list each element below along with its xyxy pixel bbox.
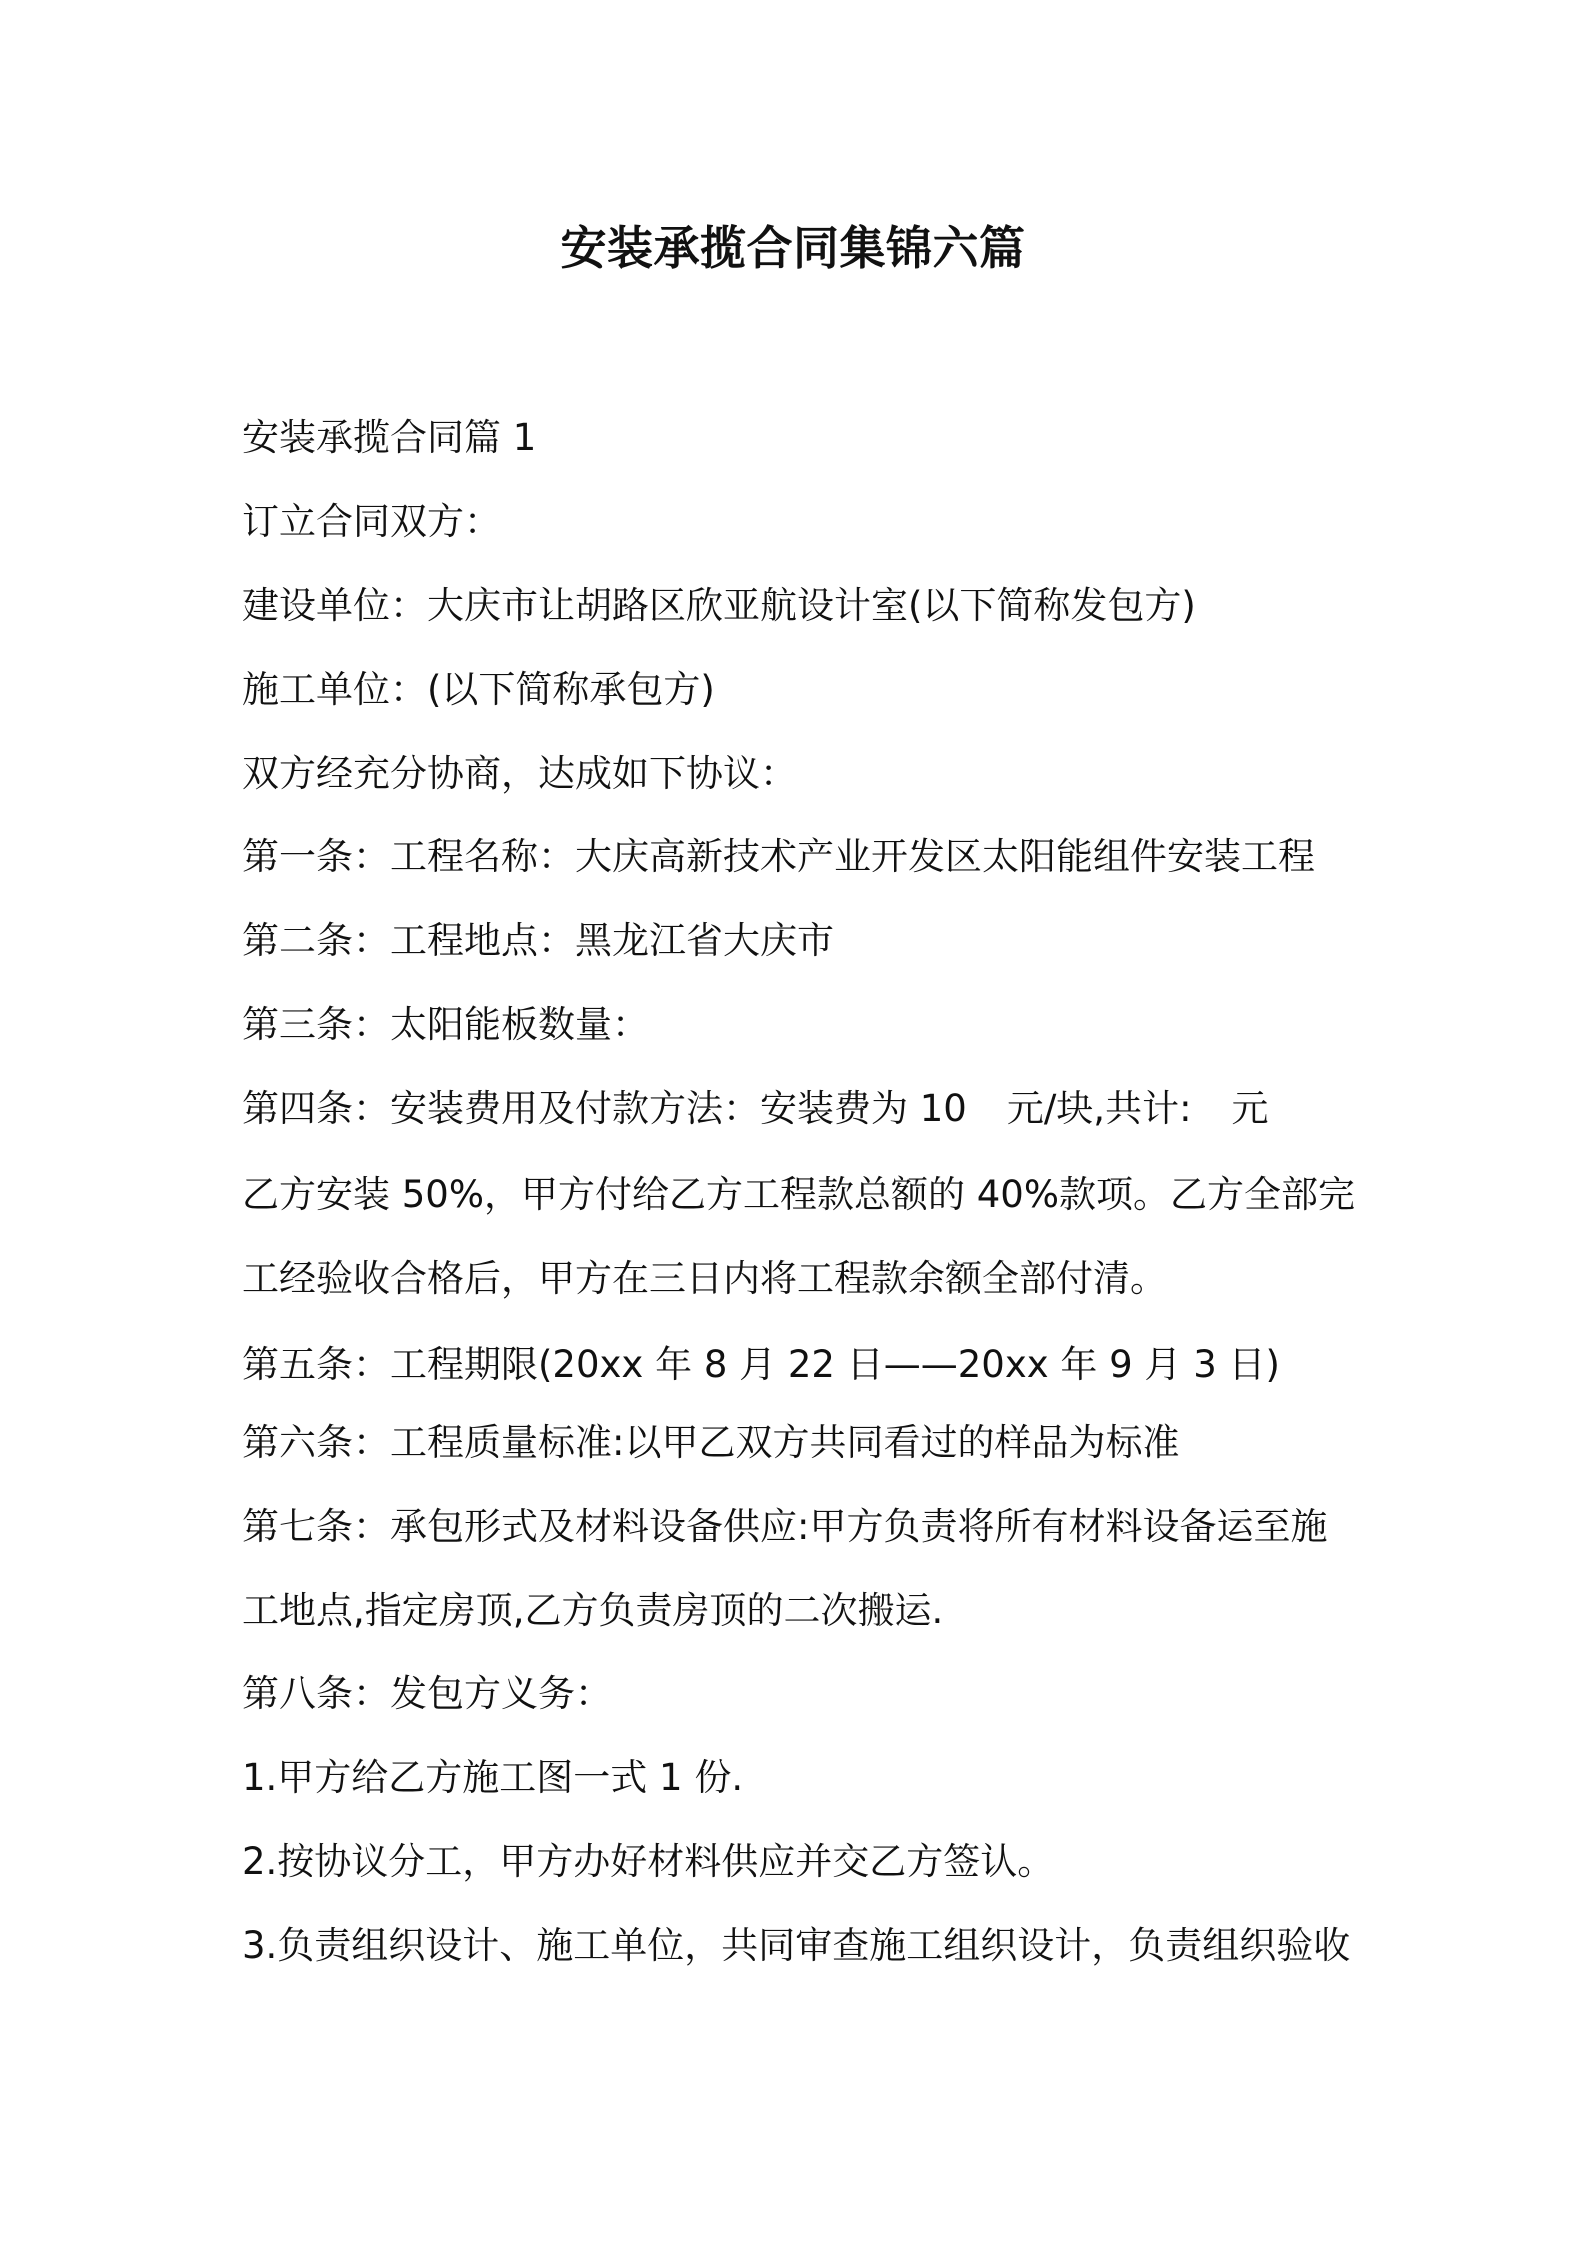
article-4 xyxy=(242,1084,1269,1134)
duty-3: 3.负责组织设计、施工单位，共同审查施工组织设计，负责组织验收 xyxy=(242,1924,1351,1967)
document-title: 安装承揽合同集锦六篇 xyxy=(560,221,1026,275)
article-4-prefix: 第四条：安装费用及付款方法：安装费为 10 xyxy=(242,1087,967,1130)
article-2: 第二条：工程地点：黑龙江省大庆市 xyxy=(242,919,834,962)
article-7-line-2: 工地点,指定房顶,乙方负责房顶的二次搬运. xyxy=(242,1589,944,1632)
article-4-middle: 元/块,共计: xyxy=(1006,1087,1192,1130)
article-7-line-1: 第七条：承包形式及材料设备供应:甲方负责将所有材料设备运至施 xyxy=(242,1505,1328,1548)
article-8: 第八条：发包方义务： xyxy=(242,1672,612,1715)
article-3: 第三条：太阳能板数量： xyxy=(242,1003,649,1046)
article-4-suffix: 元 xyxy=(1231,1087,1269,1130)
duty-2: 2.按协议分工，甲方办好材料供应并交乙方签认。 xyxy=(242,1840,1055,1883)
article-4-payment-line-2: 工经验收合格后，甲方在三日内将工程款余额全部付清。 xyxy=(242,1257,1167,1300)
article-6: 第六条：工程质量标准:以甲乙双方共同看过的样品为标准 xyxy=(242,1421,1180,1464)
section-heading: 安装承揽合同篇 1 xyxy=(242,416,537,459)
article-4-payment-line-1: 乙方安装 50%，甲方付给乙方工程款总额的 40%款项。乙方全部完 xyxy=(242,1173,1355,1216)
contractor-party: 施工单位：(以下简称承包方) xyxy=(242,668,715,711)
parties-intro: 订立合同双方： xyxy=(242,500,501,543)
article-5: 第五条：工程期限(20xx 年 8 月 22 日——20xx 年 9 月 3 日) xyxy=(242,1343,1280,1386)
article-1: 第一条：工程名称：大庆高新技术产业开发区太阳能组件安装工程 xyxy=(242,835,1315,878)
duty-1: 1.甲方给乙方施工图一式 1 份. xyxy=(242,1756,744,1799)
agreement-intro: 双方经充分协商，达成如下协议： xyxy=(242,752,797,795)
client-party: 建设单位：大庆市让胡路区欣亚航设计室(以下简称发包方) xyxy=(242,584,1196,627)
